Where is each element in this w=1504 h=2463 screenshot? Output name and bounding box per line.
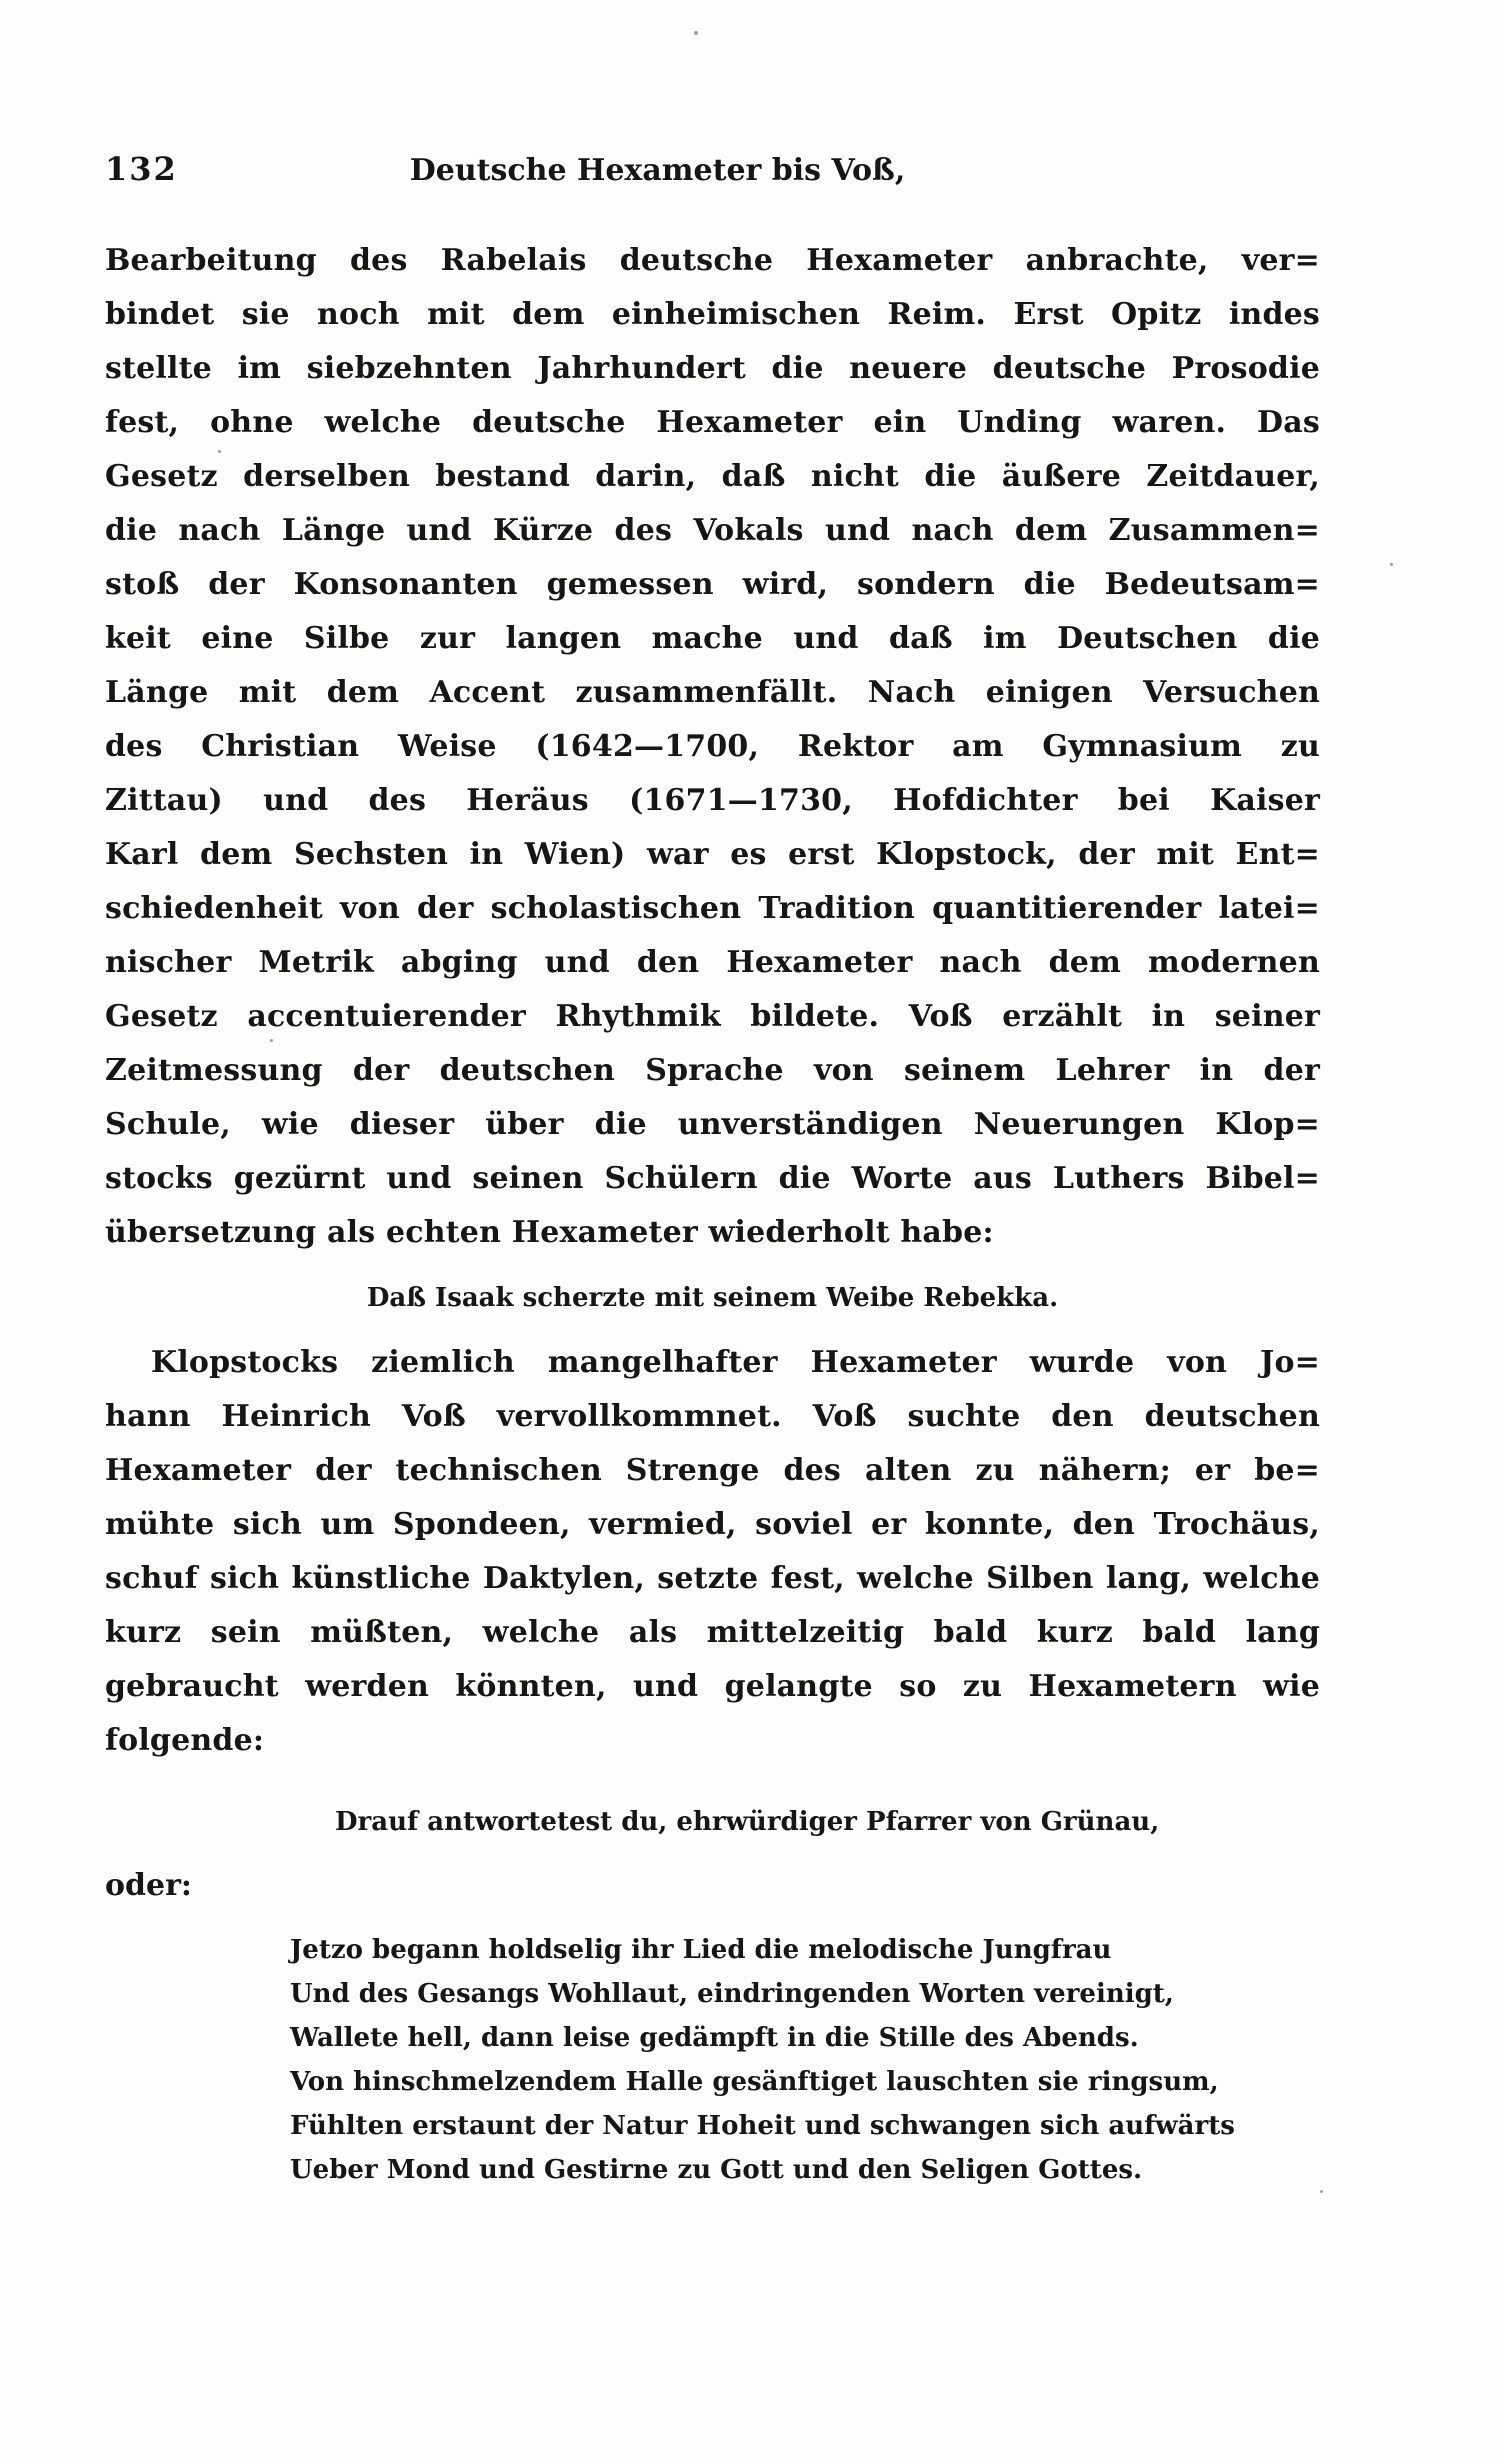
text-line: Klopstocks ziemlich mangelhafter Hexameter wurde von Jo=: [151, 1345, 1320, 1380]
page-header: [105, 150, 1320, 192]
running-title: Deutsche Hexameter bis Voß,: [409, 153, 906, 188]
text-line: Länge mit dem Accent zusammenfällt. Nach einigen Versuchen: [105, 675, 1320, 710]
scan-speck: [1390, 563, 1393, 566]
text-line: Jetzo begann holdselig ihr Lied die melodische Jungfrau: [290, 1935, 1112, 1965]
text-line: stellte im siebzehnten Jahrhundert die neuere deutsche Prosodie: [105, 351, 1320, 386]
text-line: kurz sein müßten, welche als mittelzeitig bald kurz bald lang: [105, 1615, 1320, 1650]
text-line: Bearbeitung des Rabelais deutsche Hexameter anbrachte, ver=: [105, 243, 1320, 278]
text-line: stocks gezürnt und seinen Schülern die Worte aus Luthers Bibel=: [105, 1161, 1320, 1196]
text-line: Gesetz accentuierender Rhythmik bildete. Voß erzählt in seiner: [105, 999, 1320, 1034]
scan-speck: [218, 450, 221, 453]
text-line: bindet sie noch mit dem einheimischen Reim. Erst Opitz indes: [105, 297, 1320, 332]
text-line: gebraucht werden könnten, und gelangte so zu Hexametern wie: [105, 1669, 1320, 1704]
text-line: Zittau) und des Heräus (1671—1730, Hofdichter bei Kaiser: [105, 783, 1320, 818]
paragraph-opitz-klopstock: [105, 234, 1320, 1260]
verse-quote-isaak-rebekka: Daß Isaak scherzte mit seinem Weibe Rebekka.: [366, 1283, 1059, 1313]
text-line: Von hinschmelzendem Halle gesänftiget lauschten sie ringsum,: [290, 2067, 1219, 2097]
oder-label: oder:: [105, 1868, 192, 1903]
text-line: des Christian Weise (1642—1700, Rektor am Gymnasium zu: [105, 729, 1320, 764]
text-line: fest, ohne welche deutsche Hexameter ein Unding waren. Das: [105, 405, 1320, 440]
text-line: hann Heinrich Voß vervollkommnet. Voß suchte den deutschen: [105, 1399, 1320, 1434]
text-line: Karl dem Sechsten in Wien) war es erst Klopstock, der mit Ent=: [105, 837, 1320, 872]
scan-speck: [270, 1039, 273, 1042]
text-line: Gesetz derselben bestand darin, daß nicht die äußere Zeitdauer,: [105, 459, 1320, 494]
scan-speck: [694, 31, 698, 35]
text-line: übersetzung als echten Hexameter wiederholt habe:: [105, 1215, 994, 1250]
text-line: Hexameter der technischen Strenge des alten zu nähern; er be=: [105, 1453, 1320, 1488]
text-line: keit eine Silbe zur langen mache und daß im Deutschen die: [105, 621, 1320, 656]
text-line: schuf sich künstliche Daktylen, setzte fest, welche Silben lang, welche: [105, 1561, 1320, 1596]
text-line: nischer Metrik abging und den Hexameter nach dem modernen: [105, 945, 1320, 980]
scan-speck: [1320, 2190, 1323, 2193]
text-line: stoß der Konsonanten gemessen wird, sondern die Bedeutsam=: [105, 567, 1320, 602]
page-body: [105, 234, 1320, 2192]
text-line: schiedenheit von der scholastischen Tradition quantitierender latei=: [105, 891, 1320, 926]
text-line: die nach Länge und Kürze des Vokals und nach dem Zusammen=: [105, 513, 1320, 548]
verse-block-jungfrau: [105, 1928, 1320, 2192]
text-line: folgende:: [105, 1723, 265, 1758]
text-line: Und des Gesangs Wohllaut, eindringenden Worten vereinigt,: [290, 1979, 1174, 2009]
text-line: Ueber Mond und Gestirne zu Gott und den Seligen Gottes.: [290, 2155, 1143, 2185]
text-line: Zeitmessung der deutschen Sprache von seinem Lehrer in der: [105, 1053, 1320, 1088]
text-line: Wallete hell, dann leise gedämpft in die Stille des Abends.: [290, 2023, 1139, 2053]
page-number: 132: [105, 150, 178, 188]
text-line: Schule, wie dieser über die unverständigen Neuerungen Klop=: [105, 1107, 1320, 1142]
paragraph-voss-hexameter: [105, 1336, 1320, 1768]
text-line: mühte sich um Spondeen, vermied, soviel er konnte, den Trochäus,: [105, 1507, 1320, 1542]
verse-quote-pfarrer-gruenau: Drauf antwortetest du, ehrwürdiger Pfarrer von Grünau,: [335, 1807, 1160, 1837]
text-line: Fühlten erstaunt der Natur Hoheit und schwangen sich aufwärts: [290, 2111, 1235, 2141]
